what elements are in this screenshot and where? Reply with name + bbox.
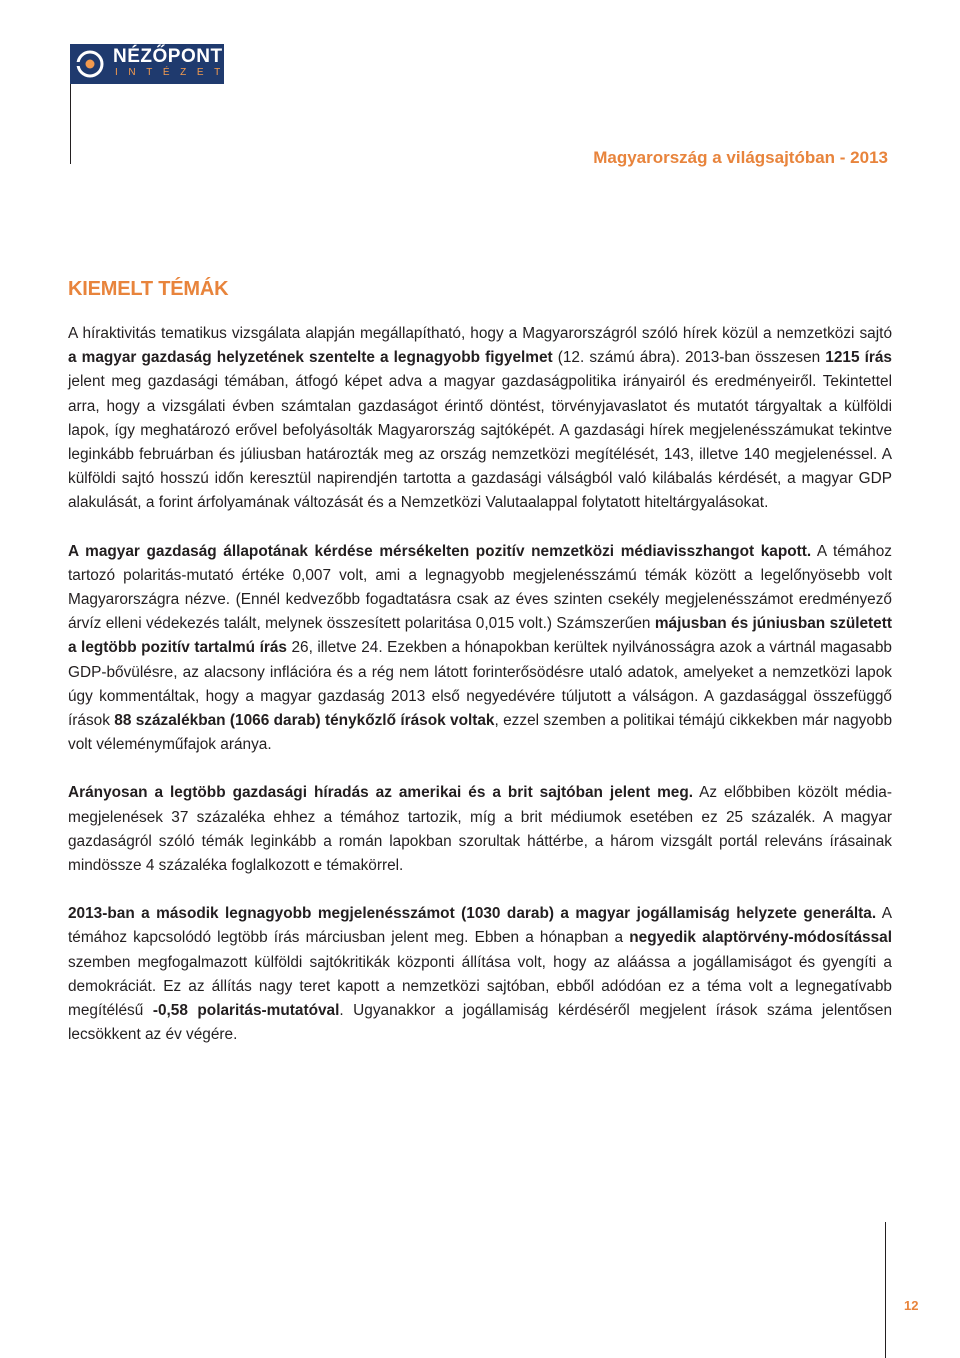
text-run: A híraktivitás tematikus vizsgálata alapján megállapítható, hogy a Magyarországról szóló hírek közül a nemzetközi sajtó	[68, 325, 892, 342]
paragraph	[68, 322, 892, 516]
emphasis-run: negyedik alaptörvény-módosítással	[629, 929, 892, 947]
text-run: 26, illetve 24. Ezekben a hónapokban kerültek nyilvánosságra azok a vártnál magasabb GDP-bővülésre, az alacsony inflációra és a rég nem látott forinterősödésre utaló adatok, amelyeket a nemzetközi lapok úgy kommentáltak, hogy a magyar gazdaság 2013 első negyedévére túljutott a válságon. A gazdasággal összefüggő írások	[68, 639, 892, 730]
paragraph	[68, 781, 892, 878]
emphasis-run: 88 százalékban (1066 darab) ténykőzlő írások voltak	[114, 712, 495, 730]
emphasis-run: 1215 írás	[825, 349, 892, 367]
text-run: . Ugyanakkor a jogállamiság kérdéséről megjelent írások száma jelentősen lecsökkent az év végére.	[68, 1002, 893, 1044]
text-run: jelent meg gazdasági témában, átfogó képet adva a magyar gazdaságpolitika irányairól és eredményeiről. Tekintettel arra, hogy a vizsgálati évben számtalan gazdaságot érintő döntést, törvényjavaslatot és mutatót tárgyaltak a külföldi lapok, így meghatározó erővel befolyásolták Magyarország sajtóképét. A gazdasági hírek megjelenésszámukat tekintve leginkább februárban és júliusban határozták meg az ország nemzetközi megítélését, 143, illetve 140 megjelenéssel. A külföldi sajtó hosszú időn keresztül napirendjén tartotta a gazdasági válságból való kilábalás kérdését, a magyar GDP alakulását, a forint árfolyamának változását és a Nemzetközi Valutaalappal folytatott hiteltárgyalásokat.	[68, 373, 892, 512]
section-title: KIEMELT TÉMÁK	[68, 278, 229, 300]
emphasis-run: -0,58 polaritás-mutatóval	[152, 1002, 340, 1020]
text-run: Az előbbiben közölt média-megjelenések 37 százaléka ehhez a témához tartozik, míg a brit médiumok esetében ez 25 százalék. A magyar gazdaságról szóló témák leginkább a román lapokban szorultak háttérbe, a három vizsgált portál releváns írásainak mindössze 4 százaléka foglalkozott e témakörrel.	[68, 784, 892, 875]
nezopont-logo	[70, 44, 231, 84]
footer-divider-line	[885, 1222, 886, 1358]
text-run: A témához kapcsolódó legtöbb írás márciusban jelent meg. Ebben a hónapban a	[68, 905, 892, 947]
logo-name: NÉZŐPONT	[113, 46, 223, 67]
header-divider-line	[70, 84, 71, 164]
page-number: 12	[904, 1298, 919, 1313]
paragraph	[68, 902, 892, 1047]
text-run: A témához tartozó polaritás-mutató értéke 0,007 volt, ami a legnagyobb megjelenésszámú témák között a legelőnyösebb volt Magyarországra nézve. (Ennél kedvezőbb fogadtatásra csak az éves szinten csekély megjelenésszámot eredményező árvíz elleni védekezés talált, melynek összesített polaritása 0,015 volt.) Számszerűen	[68, 542, 892, 633]
emphasis-run: a magyar gazdaság helyzetének szentelte a legnagyobb figyelmet	[68, 349, 553, 367]
emphasis-run: májusban és júniusban született a legtöbb pozitív tartalmú írás	[68, 615, 892, 657]
body-text	[68, 322, 892, 1071]
text-run: szemben megfogalmazott külföldi sajtókritikák központi állítása volt, hogy az aláássa a jogállamiságot és gyengíti a demokráciát. Ez az állítás nagy teret kapott a nemzetközi sajtóban, ebből adódóan ez a téma volt a legnegatívabb megítélésű	[68, 953, 892, 1020]
emphasis-run: Arányosan a legtöbb gazdasági híradás az amerikai és a brit sajtóban jelent meg.	[68, 784, 693, 802]
text-run: , ezzel szemben a politikai témájú cikkekben már nagyobb volt véleményműfajok aránya.	[68, 712, 892, 754]
logo-subtitle: INTÉZET	[115, 67, 231, 78]
emphasis-run: 2013-ban a második legnagyobb megjelenésszámot (1030 darab) a magyar jogállamiság helyzete generálta.	[68, 905, 877, 923]
text-run: (12. számú ábra). 2013-ban összesen	[552, 349, 826, 367]
paragraph	[68, 540, 892, 758]
eye-logo-icon	[75, 49, 105, 79]
emphasis-run: A magyar gazdaság állapotának kérdése mérsékelten pozitív nemzetközi médiavisszhangot kapott.	[68, 542, 812, 560]
running-header-title: Magyarország a világsajtóban - 2013	[593, 148, 888, 167]
